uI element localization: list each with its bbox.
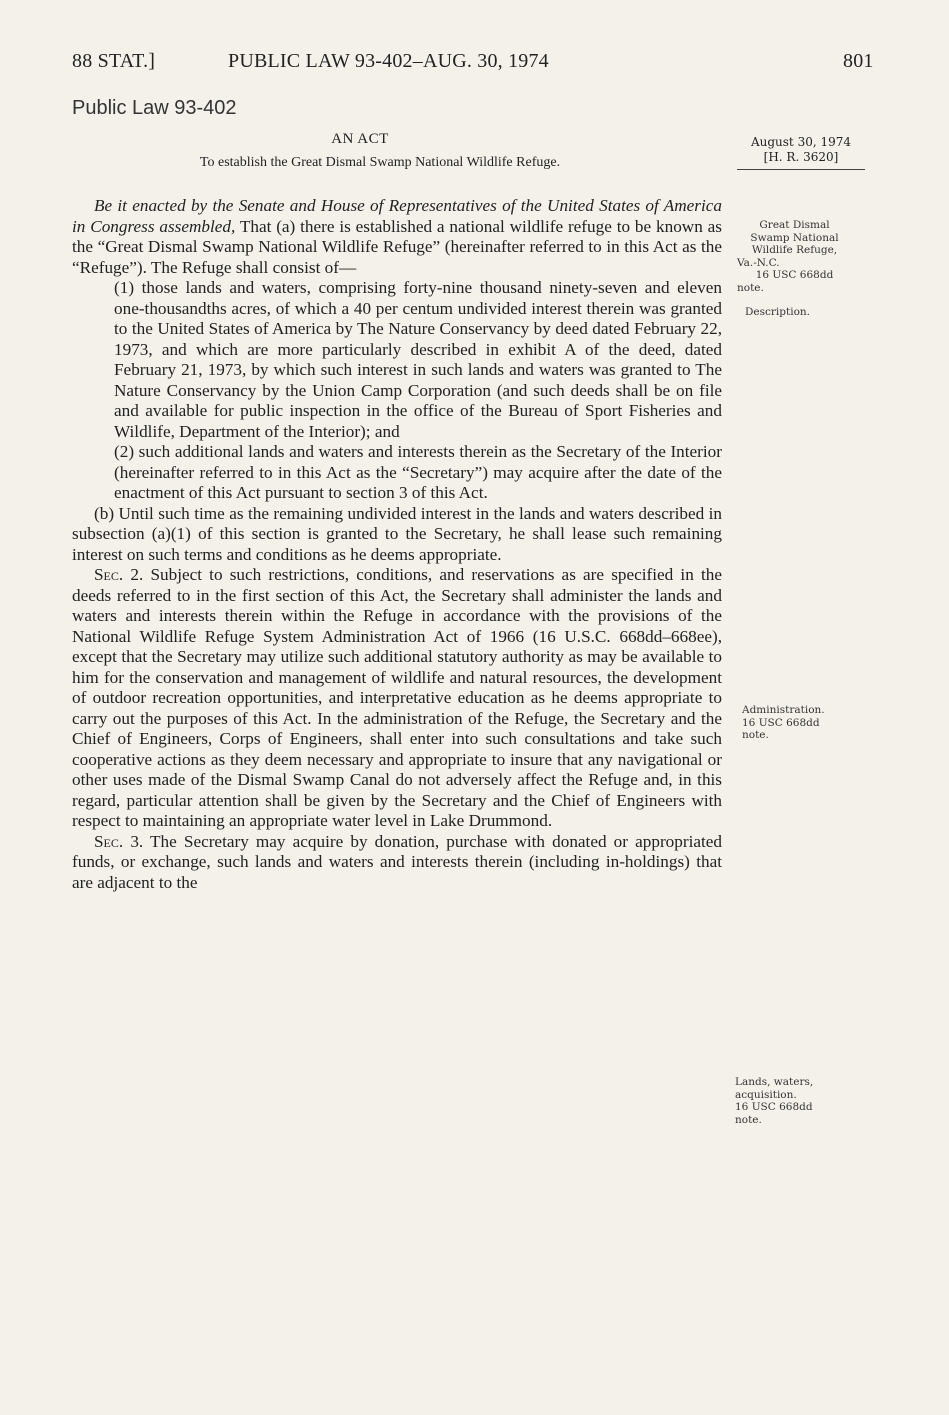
margin-note-line: note. (742, 729, 769, 741)
paragraph-section-2 (72, 565, 722, 832)
margin-note-line: note. (737, 281, 764, 294)
margin-note-line: 16 USC 668dd (735, 1101, 813, 1113)
margin-note-line: Wildlife Refuge, (751, 244, 838, 256)
section-2-text: Subject to such restrictions, conditions, and reservations as are specified in the deeds referred to in the first section of this Act, the Secretary shall administer the lands and waters and interests therein within the Refuge in accordance with the provisions of the National Wildlife Refuge System Administration Act of 1966 (16 U.S.C. 668dd–668ee), except that the Secretary may utilize such additional statutory authority as may be available to him for the conservation and management of wildlife and natural resources, the development of outdoor recreation opportunities, and interpretative education as he deems appropriate to carry out the purposes of this Act. In the administration of the Refuge, the Secretary and the Chief of Engineers, Corps of Engineers, shall enter into such consultations and take such cooperative actions as they deem necessary and appropriate to insure that any navigational or other uses made of the Dismal Swamp Canal do not adversely affect the Refuge and, in this regard, particular attention shall be given by the Secretary and the Chief of Engineers with respect to maintaining an appropriate water level in Lake Drummond. (72, 565, 722, 830)
margin-note-lands (735, 1076, 860, 1126)
section-1a-text: That (a) there is established a national wildlife refuge to be known as the “Great Dismal Swamp National Wildlife Refuge” (hereinafter referred to in this Act as the “Refuge”). The Refuge shall consist of— (72, 216, 722, 277)
paragraph-section-1a (72, 196, 722, 278)
margin-note-line: note. (735, 1113, 762, 1126)
running-header-title: PUBLIC LAW 93-402–AUG. 30, 1974 (228, 50, 549, 72)
section-2-label: Sec. 2. (94, 565, 144, 584)
act-purpose: To establish the Great Dismal Swamp National Wildlife Refuge. (199, 155, 561, 170)
act-body (72, 196, 722, 893)
enactment-date-box (737, 135, 865, 170)
margin-note-line: Va.-N.C. (737, 256, 780, 269)
section-3-label: Sec. 3. (94, 831, 144, 851)
margin-note-line: acquisition. (735, 1088, 797, 1101)
margin-note-description: Description. (745, 306, 810, 318)
margin-note-line: Great Dismal (759, 219, 830, 231)
enacting-clause: Be it enacted by the Senate and House of Representatives of the United States of America in Congress assembled, (72, 196, 722, 236)
page-number: 801 (843, 50, 874, 72)
paragraph-section-1b: (b) Until such time as the remaining undivided interest in the lands and waters described in subsection (a)(1) of this section is granted to the Secretary, he shall lease such remaining interest on such terms and conditions as he deems appropriate. (72, 503, 722, 564)
margin-note-line: Lands, waters, (735, 1076, 814, 1088)
stat-reference: 88 STAT.] (72, 50, 156, 72)
margin-note-refuge (737, 219, 852, 294)
margin-note-line: 16 USC 668dd (742, 716, 820, 729)
enactment-date: August 30, 1974 (750, 135, 852, 149)
paragraph-item-1: (1) those lands and waters, comprising forty-nine thousand ninety-seven and eleven one-thousandths acres, of which a 40 per centum undivided interest therein was granted to the United States of America by The Nature Conservancy by deed dated February 22, 1973, and which are more particularly described in exhibit A of the deed, dated February 21, 1973, by which such interest in such lands and waters was granted to The Nature Conservancy by the Union Camp Corporation (and such deeds shall be on file and available for public inspection in the office of the Bureau of Sport Fisheries and Wildlife, Department of the Interior); and (114, 278, 722, 441)
public-law-number: Public Law 93-402 (72, 97, 237, 119)
margin-note-line: 16 USC 668dd (755, 269, 834, 281)
paragraph-item-2: (2) such additional lands and waters and interests therein as the Secretary of the Interior (hereinafter referred to in this Act as the “Secretary”) may acquire after the date of the enactment of this Act pursuant to section 3 of this Act. (114, 442, 722, 502)
margin-note-line: Administration. (742, 704, 825, 716)
paragraph-section-3 (72, 832, 722, 894)
bill-number: [H. R. 3620] (763, 150, 839, 164)
act-title: AN ACT (331, 131, 389, 147)
margin-note-administration (742, 704, 867, 742)
margin-note-line: Swamp National (750, 231, 839, 244)
section-3-text: The Secretary may acquire by donation, purchase with donated or appropriated funds, or exchange, such lands and waters and interests therein (including in-holdings) that are adjacent to the (72, 831, 722, 892)
